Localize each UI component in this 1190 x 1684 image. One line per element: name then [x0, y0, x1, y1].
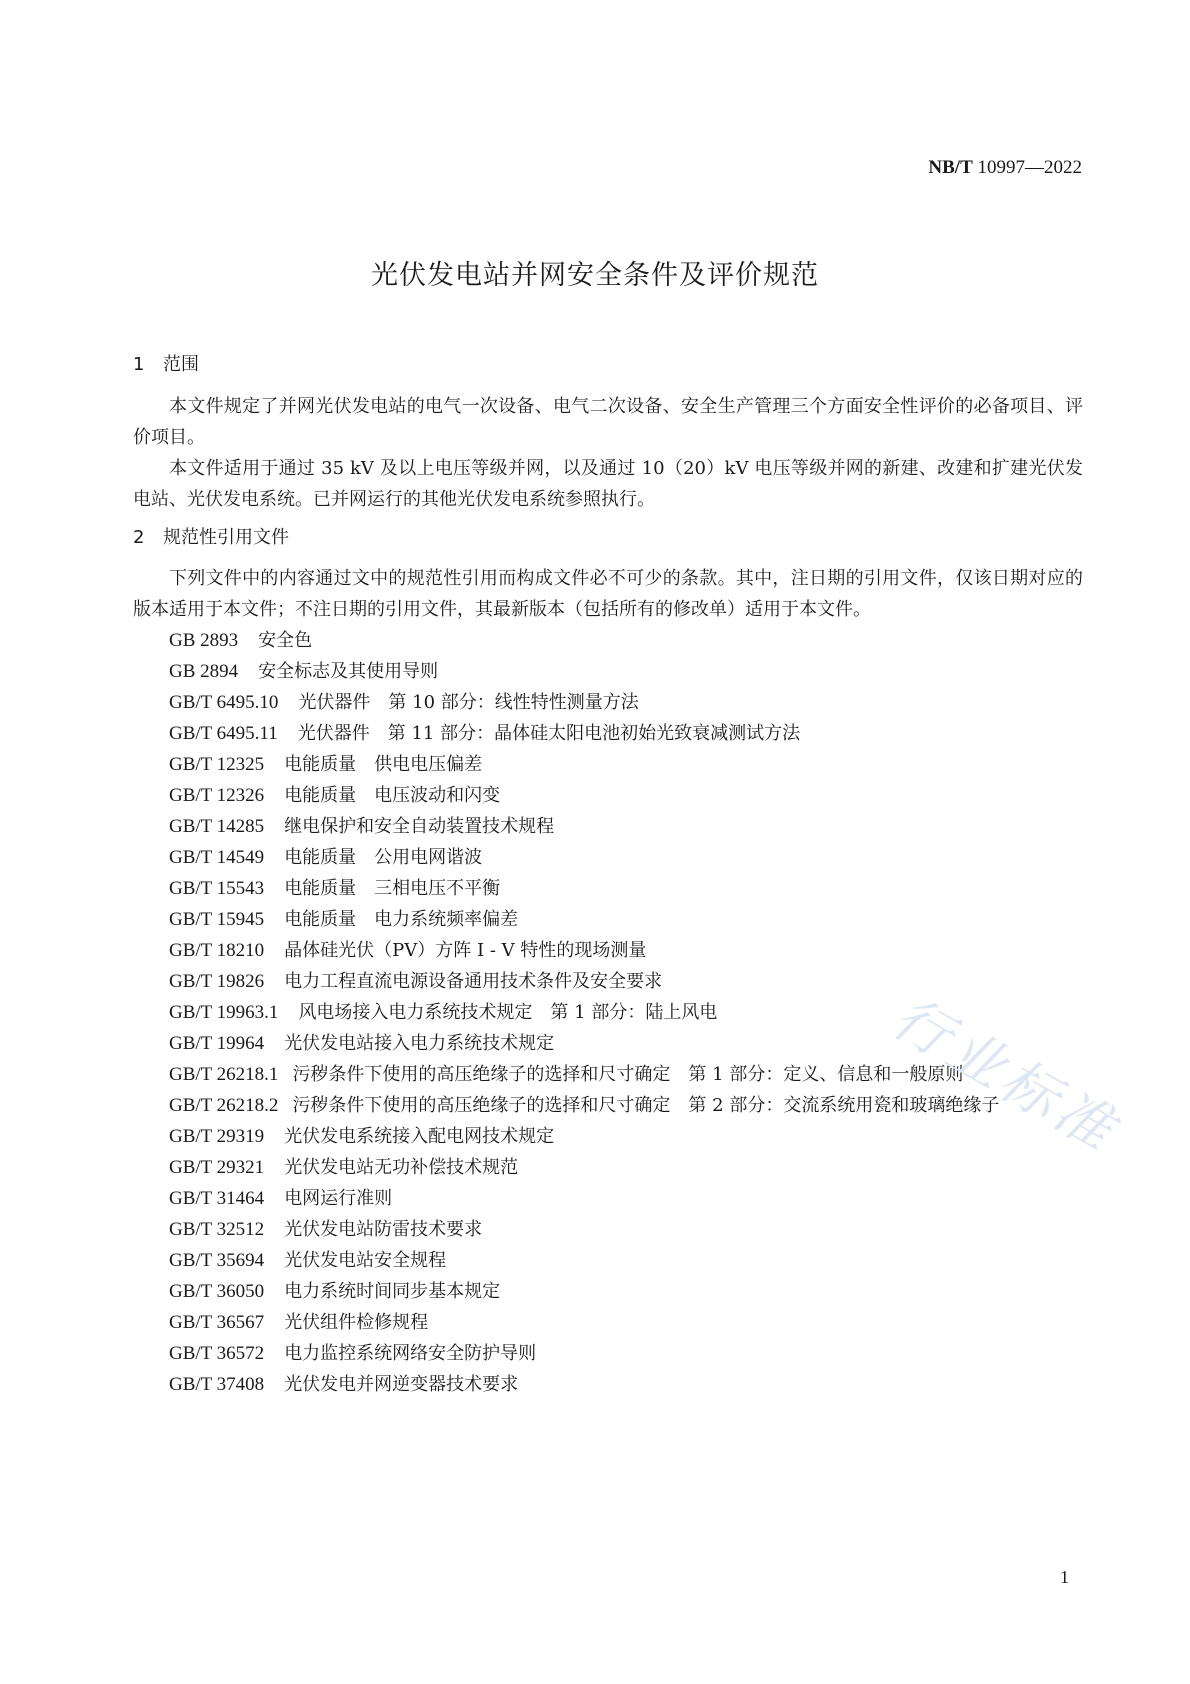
reference-item	[133, 780, 1083, 811]
reference-title: 光伏发电系统接入配电网技术规定	[284, 1126, 555, 1147]
reference-title: 光伏发电站无功补偿技术规范	[284, 1157, 519, 1178]
reference-title: 光伏器件 第 11 部分：晶体硅太阳电池初始光致衰减测试方法	[297, 723, 801, 744]
reference-title: 光伏发电站安全规程	[284, 1250, 447, 1271]
section-normative-references	[133, 523, 1083, 1400]
reference-title: 电力监控系统网络安全防护导则	[284, 1343, 537, 1364]
reference-item-wrapped	[133, 1090, 1083, 1121]
reference-title: 电能质量 电力系统频率偏差	[284, 909, 519, 930]
reference-item	[133, 718, 1083, 749]
watermark: 行业标准	[881, 985, 1129, 1166]
reference-title: 光伏发电并网逆变器技术要求	[284, 1374, 519, 1395]
reference-code: GB/T 26218.2	[169, 1095, 279, 1116]
reference-code: GB/T 35694	[169, 1250, 265, 1271]
reference-title: 电能质量 公用电网谐波	[284, 847, 483, 868]
reference-item	[133, 1276, 1083, 1307]
reference-title: 安全色	[258, 630, 313, 651]
section-number: 1	[133, 354, 145, 375]
reference-title: 污秽条件下使用的高压绝缘子的选择和尺寸确定 第 1 部分：定义、信息和一般原则	[292, 1064, 964, 1085]
standard-code-prefix: NB/T	[928, 157, 973, 178]
reference-item	[133, 1121, 1083, 1152]
reference-code: GB/T 32512	[169, 1219, 265, 1240]
reference-code: GB/T 26218.1	[169, 1064, 279, 1085]
reference-title: 继电保护和安全自动装置技术规程	[284, 816, 555, 837]
reference-code: GB/T 19964	[169, 1033, 265, 1054]
reference-title: 电力系统时间同步基本规定	[284, 1281, 501, 1302]
reference-title: 光伏发电站接入电力系统技术规定	[284, 1033, 555, 1054]
paragraph: 本文件规定了并网光伏发电站的电气一次设备、电气二次设备、安全生产管理三个方面安全性评价的必备项目、评价项目。	[133, 396, 1083, 448]
reference-list	[133, 1121, 1083, 1400]
reference-code: GB/T 29321	[169, 1157, 265, 1178]
reference-code: GB/T 15543	[169, 878, 265, 899]
reference-code: GB/T 15945	[169, 909, 265, 930]
reference-code: GB/T 19826	[169, 971, 265, 992]
reference-title: 光伏器件 第 10 部分：线性特性测量方法	[298, 692, 639, 713]
paragraph: 下列文件中的内容通过文中的规范性引用而构成文件必不可少的条款。其中，注日期的引用文件，仅该日期对应的版本适用于本文件；不注日期的引用文件，其最新版本（包括所有的修改单）适用于本文件。	[133, 568, 1083, 620]
reference-code: GB/T 18210	[169, 940, 265, 961]
reference-item	[133, 625, 1083, 656]
page-number: 1	[1060, 1567, 1069, 1587]
section-heading	[133, 523, 1083, 553]
section-heading	[133, 350, 1083, 380]
reference-item	[133, 687, 1083, 718]
reference-title: 光伏组件检修规程	[284, 1312, 429, 1333]
reference-title: 电网运行准则	[284, 1188, 393, 1209]
reference-item	[133, 1214, 1083, 1245]
reference-item	[133, 1183, 1083, 1214]
reference-code: GB/T 12326	[169, 785, 265, 806]
reference-title: 风电场接入电力系统技术规定 第 1 部分：陆上风电	[298, 1002, 718, 1023]
reference-title: 晶体硅光伏（PV）方阵 I - V 特性的现场测量	[284, 940, 647, 961]
reference-title: 安全标志及其使用导则	[258, 661, 439, 682]
reference-code: GB/T 36050	[169, 1281, 265, 1302]
reference-code: GB/T 36572	[169, 1343, 265, 1364]
reference-item	[133, 1245, 1083, 1276]
reference-code: GB/T 14285	[169, 816, 265, 837]
reference-item	[133, 1338, 1083, 1369]
section-title: 规范性引用文件	[163, 527, 289, 548]
reference-code: GB/T 19963.1	[169, 1002, 279, 1023]
reference-code: GB 2894	[169, 661, 239, 682]
section-number: 2	[133, 527, 145, 548]
reference-code: GB/T 6495.11	[169, 723, 278, 744]
reference-title: 电力工程直流电源设备通用技术条件及安全要求	[284, 971, 663, 992]
reference-item	[133, 656, 1083, 687]
reference-code: GB/T 31464	[169, 1188, 265, 1209]
reference-code: GB/T 12325	[169, 754, 265, 775]
reference-code: GB/T 36567	[169, 1312, 265, 1333]
reference-item	[133, 873, 1083, 904]
document-title: 光伏发电站并网安全条件及评价规范	[371, 260, 819, 291]
reference-item	[133, 935, 1083, 966]
reference-code: GB 2893	[169, 630, 239, 651]
reference-title: 电能质量 三相电压不平衡	[284, 878, 501, 899]
reference-title: 光伏发电站防雷技术要求	[284, 1219, 483, 1240]
reference-item	[133, 1369, 1083, 1400]
standard-code	[928, 156, 1082, 180]
reference-item	[133, 1307, 1083, 1338]
reference-title: 电能质量 供电电压偏差	[284, 754, 483, 775]
reference-item	[133, 1152, 1083, 1183]
reference-title: 电能质量 电压波动和闪变	[284, 785, 501, 806]
reference-item	[133, 749, 1083, 780]
section-title: 范围	[163, 354, 199, 375]
reference-item	[133, 842, 1083, 873]
reference-code: GB/T 14549	[169, 847, 265, 868]
reference-item	[133, 904, 1083, 935]
standard-code-number: 10997—2022	[972, 157, 1082, 178]
reference-item	[133, 811, 1083, 842]
section-scope	[133, 350, 1083, 515]
reference-code: GB/T 6495.10	[169, 692, 279, 713]
reference-title: 污秽条件下使用的高压绝缘子的选择和尺寸确定 第 2 部分：交流系统用瓷和玻璃绝缘子	[292, 1095, 1000, 1116]
paragraph: 本文件适用于通过 35 kV 及以上电压等级并网，以及通过 10（20）kV 电压等级并网的新建、改建和扩建光伏发电站、光伏发电系统。已并网运行的其他光伏发电系统参照执行。	[133, 458, 1083, 510]
reference-code: GB/T 37408	[169, 1374, 265, 1395]
reference-code: GB/T 29319	[169, 1126, 265, 1147]
